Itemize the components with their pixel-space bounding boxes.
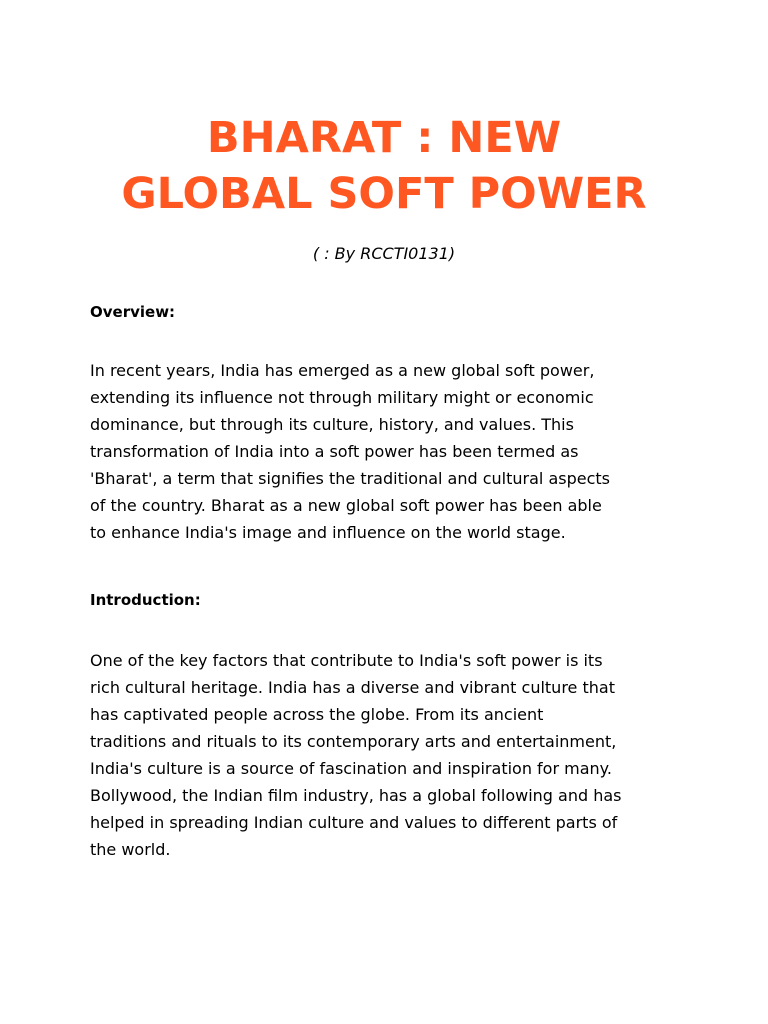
overview-heading: Overview:: [90, 303, 176, 321]
overview-paragraph: [90, 357, 690, 546]
text-line: In recent years, India has emerged as a new global soft power,: [90, 361, 595, 380]
text-line: extending its influence not through military might or economic: [90, 388, 594, 407]
text-line: 'Bharat', a term that signifies the traditional and cultural aspects: [90, 469, 610, 488]
introduction-paragraph: [90, 647, 690, 863]
introduction-heading: Introduction:: [90, 591, 201, 609]
text-line: traditions and rituals to its contemporary arts and entertainment,: [90, 732, 617, 751]
page-title: [0, 110, 768, 222]
title-line-1: BHARAT : NEW: [206, 113, 562, 163]
text-line: Bollywood, the Indian film industry, has a global following and has: [90, 786, 622, 805]
text-line: transformation of India into a soft power has been termed as: [90, 442, 579, 461]
text-line: the world.: [90, 840, 171, 859]
text-line: India's culture is a source of fascination and inspiration for many.: [90, 759, 612, 778]
text-line: of the country. Bharat as a new global soft power has been able: [90, 496, 602, 515]
text-line: rich cultural heritage. India has a diverse and vibrant culture that: [90, 678, 615, 697]
text-line: helped in spreading Indian culture and values to different parts of: [90, 813, 618, 832]
title-line-2: GLOBAL SOFT POWER: [121, 169, 647, 219]
text-line: to enhance India's image and influence on the world stage.: [90, 523, 566, 542]
text-line: has captivated people across the globe. From its ancient: [90, 705, 544, 724]
text-line: One of the key factors that contribute to India's soft power is its: [90, 651, 603, 670]
text-line: dominance, but through its culture, history, and values. This: [90, 415, 574, 434]
author-byline: ( : By RCCTI0131): [312, 244, 456, 263]
